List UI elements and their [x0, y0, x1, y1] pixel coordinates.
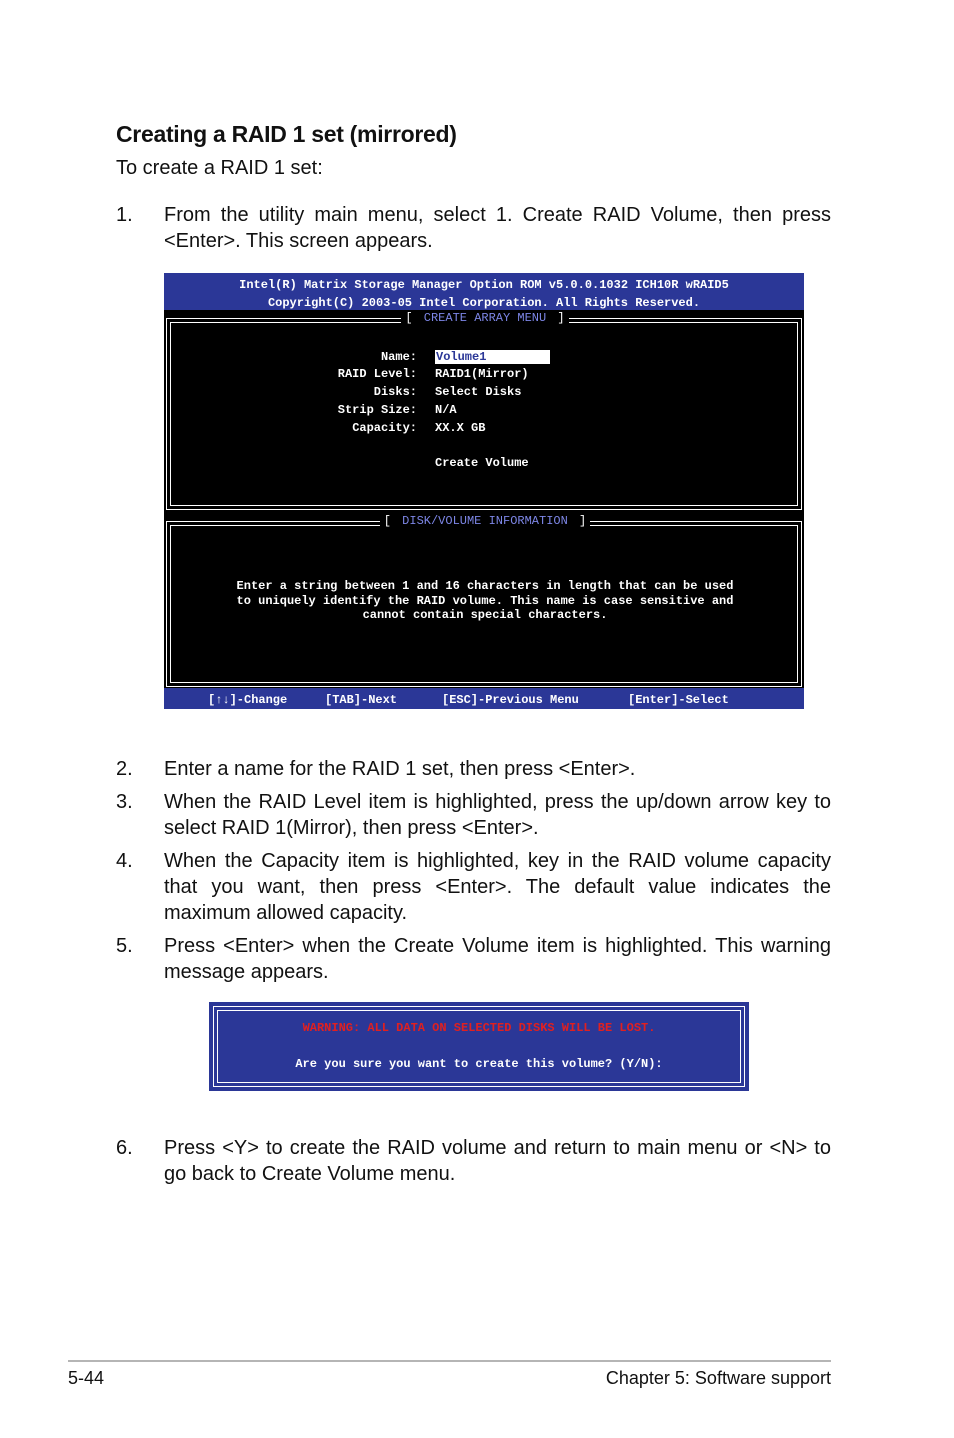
- strip-size-value[interactable]: N/A: [435, 403, 457, 417]
- step-text: When the Capacity item is highlighted, key in the RAID volume capacity that you want, then press <Enter>. The default value indicates the maximum allowed capacity.: [164, 850, 831, 924]
- key-help-select: [Enter]-Select: [628, 693, 729, 707]
- confirm-prompt[interactable]: Are you sure you want to create this volume? (Y/N):: [295, 1057, 663, 1071]
- disks-value[interactable]: Select Disks: [435, 385, 522, 399]
- step-text: From the utility main menu, select 1. Create RAID Volume, then press <Enter>. This screen appears.: [164, 204, 831, 252]
- section-heading: Creating a RAID 1 set (mirrored): [116, 121, 457, 147]
- disk-volume-info-title: [ DISK/VOLUME INFORMATION ]: [167, 514, 803, 528]
- info-line-1: Enter a string between 1 and 16 characters in length that can be used: [236, 579, 734, 593]
- key-help-previous: [ESC]-Previous Menu: [442, 693, 579, 707]
- page-number: 5-44: [68, 1368, 105, 1388]
- create-volume-button[interactable]: Create Volume: [435, 456, 529, 470]
- warning-message: WARNING: ALL DATA ON SELECTED DISKS WILL BE LOST.: [302, 1021, 656, 1035]
- bios-title-line2: Copyright(C) 2003-05 Intel Corporation. All Rights Reserved.: [267, 296, 701, 310]
- bios-title-bar: [164, 273, 804, 310]
- info-line-3: cannot contain special characters.: [362, 608, 608, 622]
- bios-key-help-bar: [164, 688, 804, 709]
- disk-volume-info-box: [166, 514, 802, 687]
- create-array-menu-title: [ CREATE ARRAY MENU ]: [167, 311, 803, 325]
- field-label-name: Name:: [380, 350, 417, 364]
- name-input[interactable]: Volume1: [435, 350, 550, 364]
- key-help-change: [↑↓]-Change: [208, 693, 288, 707]
- create-array-menu-box: [166, 311, 802, 510]
- step-6: [116, 1135, 831, 1187]
- footer-divider: [68, 1360, 831, 1362]
- step-number: 5.: [116, 935, 133, 957]
- step-number: 1.: [116, 204, 133, 226]
- key-help-next: [TAB]-Next: [325, 693, 398, 707]
- intro-text: To create a RAID 1 set:: [116, 157, 323, 179]
- step-number: 4.: [116, 850, 133, 872]
- step-text: Enter a name for the RAID 1 set, then press <Enter>.: [164, 758, 636, 780]
- raid-level-value[interactable]: RAID1(Mirror): [435, 367, 529, 381]
- step-3: [116, 789, 831, 841]
- step-number: 3.: [116, 791, 133, 813]
- step-5: [116, 933, 831, 985]
- step-4: [116, 848, 831, 926]
- field-label-capacity: Capacity:: [352, 421, 417, 435]
- step-number: 6.: [116, 1137, 133, 1159]
- step-1: [116, 202, 831, 254]
- step-text: Press <Y> to create the RAID volume and return to main menu or <N> to go back to Create Volume menu.: [164, 1137, 831, 1185]
- step-text: When the RAID Level item is highlighted, press the up/down arrow key to select RAID 1(Mirror), then press <Enter>.: [164, 791, 831, 839]
- info-line-2: to uniquely identify the RAID volume. This name is case sensitive and: [236, 594, 734, 608]
- field-label-raid-level: RAID Level:: [337, 367, 417, 381]
- capacity-value[interactable]: XX.X GB: [435, 421, 486, 435]
- warning-dialog: [209, 1002, 749, 1091]
- bios-title-line1: Intel(R) Matrix Storage Manager Option ROM v5.0.0.1032 ICH10R wRAID5: [239, 278, 729, 292]
- bios-create-array-screen: [164, 273, 804, 709]
- step-text: Press <Enter> when the Create Volume item is highlighted. This warning message appears.: [164, 935, 831, 983]
- field-label-disks: Disks:: [373, 385, 417, 399]
- chapter-title: Chapter 5: Software support: [605, 1368, 831, 1388]
- field-label-strip-size: Strip Size:: [337, 403, 417, 417]
- step-number: 2.: [116, 758, 133, 780]
- step-2: [116, 756, 831, 782]
